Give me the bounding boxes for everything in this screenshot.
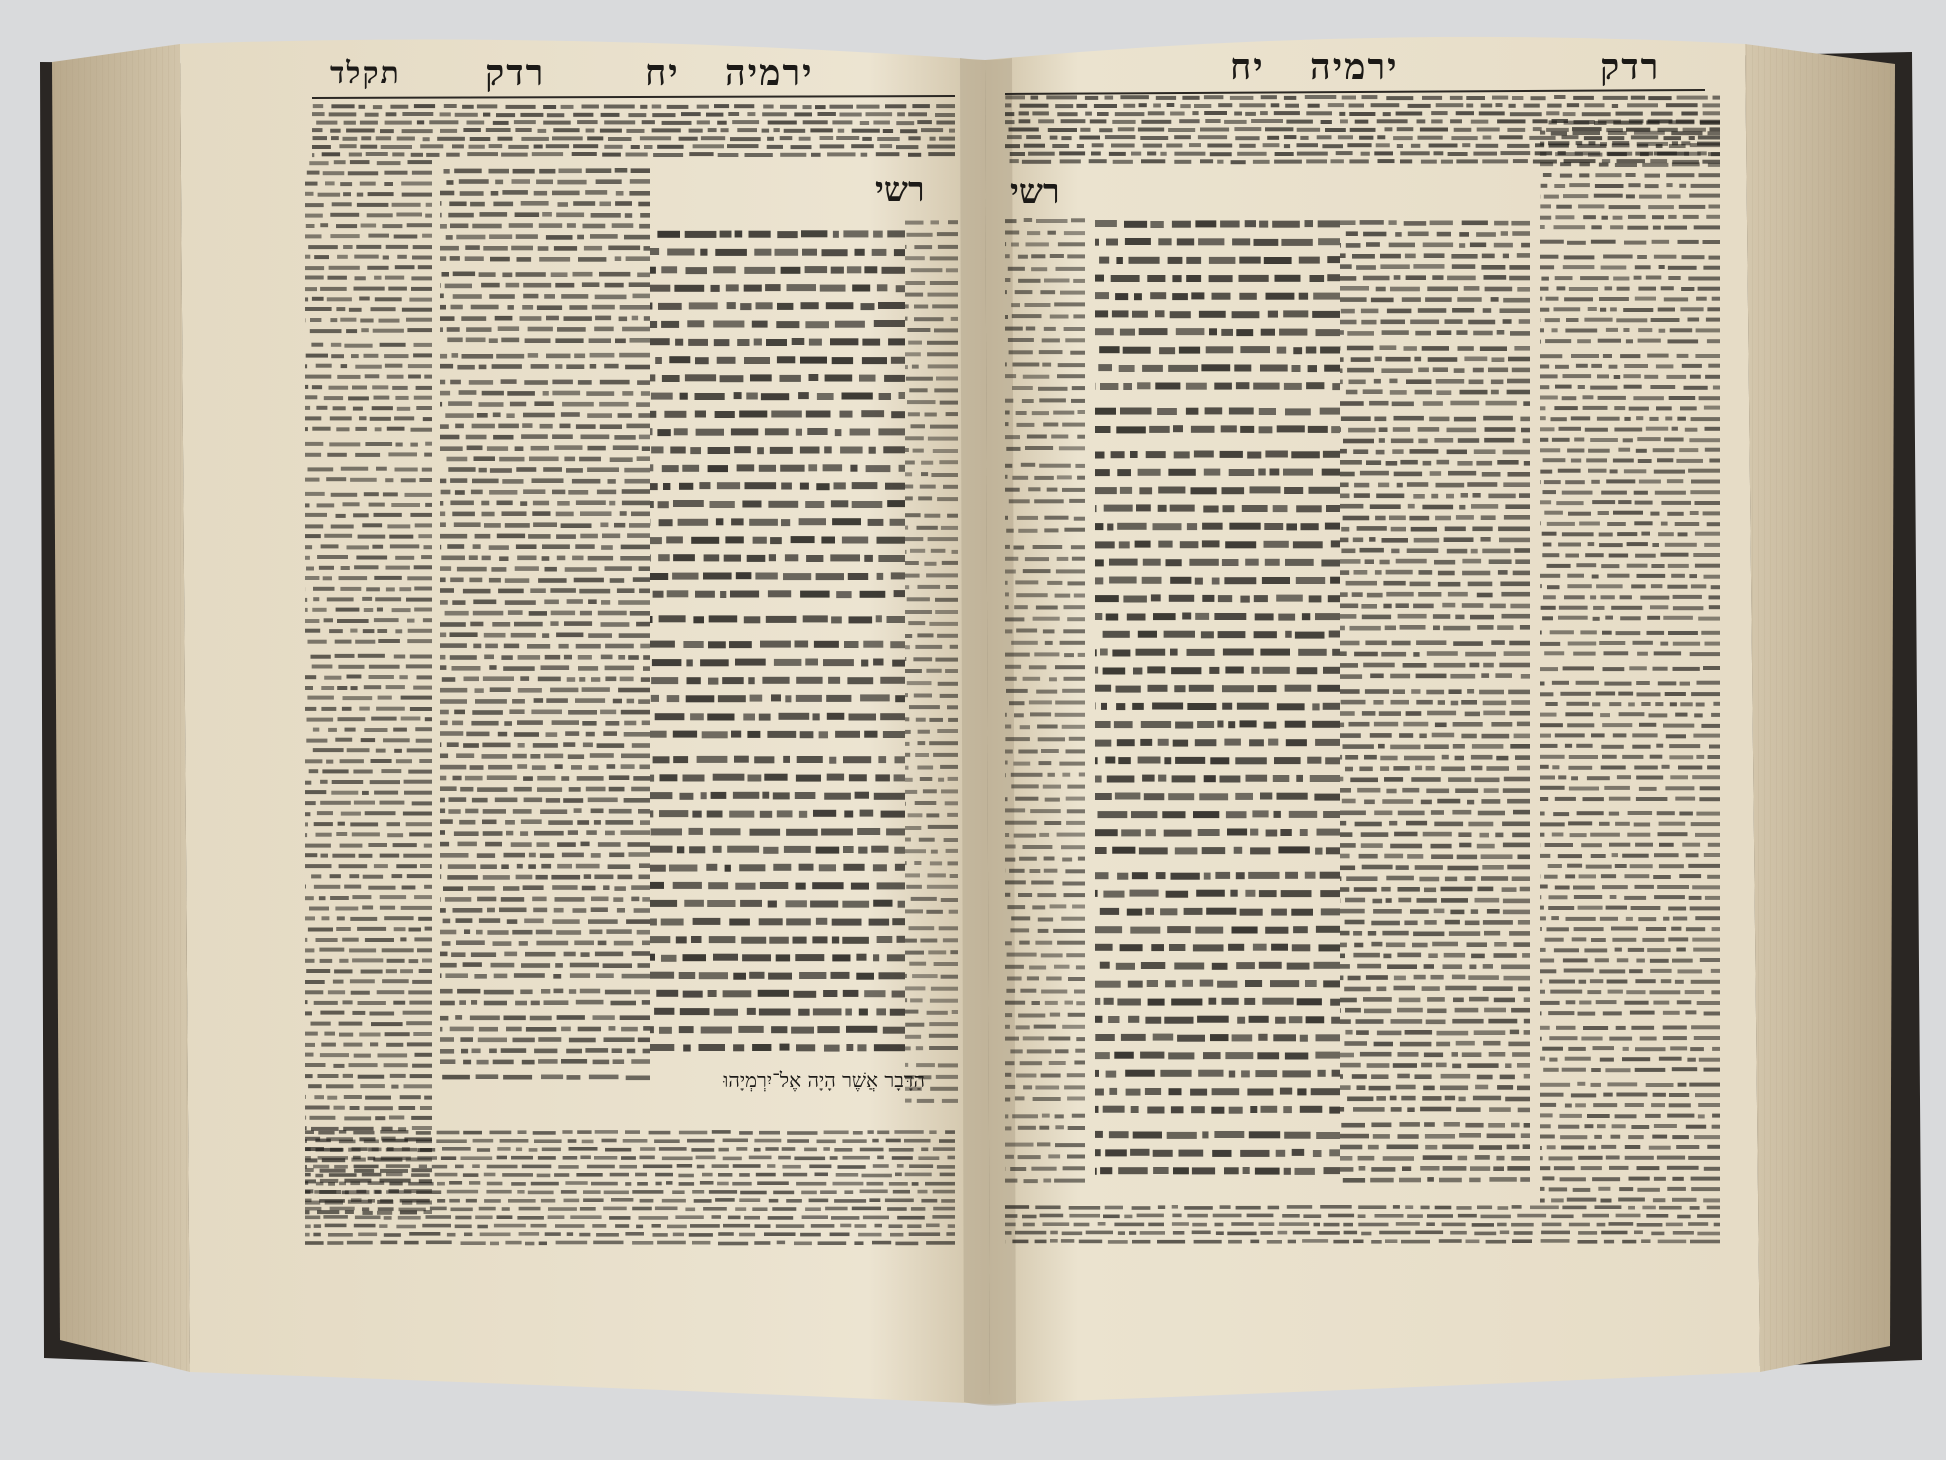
left-rashi-label: רשי xyxy=(875,170,925,210)
right-header-chapter: יח xyxy=(1230,46,1265,88)
gutter-shadow xyxy=(960,58,1016,1406)
left-header-chapter: יח xyxy=(645,52,680,94)
left-running-header xyxy=(330,52,930,98)
right-header-commentary: רדק xyxy=(1600,46,1661,88)
right-running-header xyxy=(1210,46,1710,92)
right-header-book: ירמיה xyxy=(1310,46,1399,88)
right-rashi-label: רשי xyxy=(1010,172,1060,212)
left-main-text-opening: הַדָּבָר אֲשֶׁר הָיָה אֶל־יִרְמְיָהוּ xyxy=(723,1068,925,1092)
left-header-folio: תקלד xyxy=(330,56,401,91)
left-header-commentary: רדק xyxy=(485,52,546,94)
left-header-book: ירמיה xyxy=(725,52,814,94)
